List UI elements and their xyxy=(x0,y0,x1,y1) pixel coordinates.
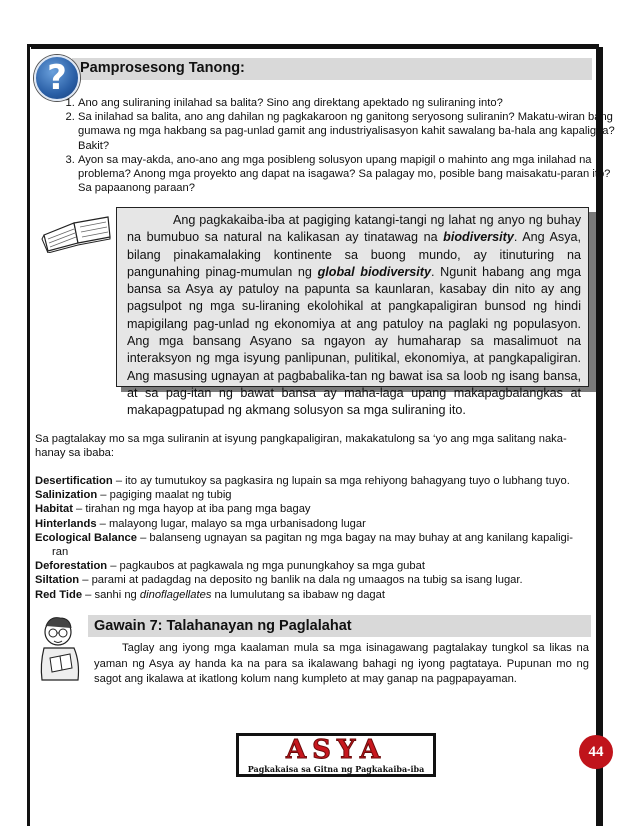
gawain-title: Gawain 7: Talahanayan ng Paglalahat xyxy=(94,618,352,634)
section-title: Pamprosesong Tanong: xyxy=(80,60,245,76)
banner-subtitle: Pagkakaisa sa Gitna ng Pagkakaiba-iba xyxy=(247,764,425,774)
open-book-icon xyxy=(40,213,114,253)
quote-text-3: . Ngunit habang ang mga bansa sa Asya ay patuloy na papunta sa kaunlaran, kasabay din nito ay ang pagsulpot ng mga su-liraning ekolohikal at pangkapaligiran bunsod ng hindi mapigilang pag-unlad ng ekonomiya at ang patuloy na paglaki ng populasyon. Ang mga bansang Asyano sa ngayon ay humaharap sa masalimuot na interaksyon ng mga isyung panlipunan, pulitikal, ekonomiya, at pangkapaligiran. Ang masusing ugnayan at pagbabalika-tan ng bawat isa sa loob ng isang bansa, at sa pag-itan ng bawat bansa ay maha-laga upang makapagbalangkas at makapagpatupad ng akmang solusyon sa mga suliraning ito. xyxy=(127,264,582,418)
quote-text-1: Ang pagkakaiba-iba at pagiging katangi-tangi ng lahat ng anyo ng buhay na bumubuo sa natural na kalikasan ay tinatawag na xyxy=(127,213,581,245)
question-icon: ? xyxy=(34,55,80,101)
vocab-item: Siltation – parami at padagdag na deposito ng banlik na dala ng umaagos na tubig sa isang lugar. xyxy=(35,574,523,587)
gawain-header xyxy=(88,615,591,637)
question-item: 3. Ayon sa may-akda, ano-ano ang mga posibleng solusyon upang mapigil o mahinto ang mga inilahad na problema? Anong mga proyekto ang dapat na isagawa? Sa palagay mo, posible bang maisakatu-paran ito? Sa papaanong paraan? xyxy=(78,153,626,196)
page-number-badge: 44 xyxy=(579,735,613,769)
vocab-item: Ecological Balance – balanseng ugnayan sa pagitan ng mga bagay na may buhay at ang kanilang kapaligi- ran xyxy=(35,531,573,559)
gawain-instructions: Taglay ang iyong mga kaalaman mula sa mga isinagawang pagtalakay tungkol sa likas na yaman ng Asya ay handa ka na para sa ikalawang bahagi ng iyong pagtataya. Pupunan mo ng sagot ang ikalawa at ikatlong kolum nang kumpleto at may ganap na pagpapayaman. xyxy=(94,642,589,686)
section-header xyxy=(72,58,592,80)
student-reading-icon xyxy=(36,614,88,682)
vocabulary-intro: Sa pagtalakay mo sa mga suliranin at isyung pangkapaligiran, makakatulong sa ‘yo ang mga salitang naka-hanay sa ibaba: xyxy=(35,433,567,460)
quote-paragraph xyxy=(127,212,581,420)
global-biodiversity-term: global biodiversity xyxy=(317,264,431,279)
vocab-item: Deforestation – pagkaubos at pagkawala ng mga punungkahoy sa mga gubat xyxy=(35,560,425,573)
vocab-item: Desertification – ito ay tumutukoy sa pagkasira ng lupain sa mga rehiyong bahagyang tuyo o lubhang tuyo. xyxy=(35,475,570,487)
vocab-item-red-tide: Red Tide – sanhi ng dinoflagellates na lumulutang sa ibabaw ng dagat xyxy=(35,588,385,601)
banner-title: ASYA xyxy=(285,735,387,765)
frame-shadow-top xyxy=(31,47,603,49)
question-item: 2. Sa inilahad sa balita, ano ang dahilan ng pagkakaroon ng ganitong seryosong suliranin? Makatu-wiran bang gumawa ng mga hakbang sa pag-unlad gamit ang industriyalisasyon kahit sawalang ba-hala ang kapaligira? Bakit? xyxy=(78,110,626,153)
vocab-item: Habitat – tirahan ng mga hayop at iba pang mga bagay xyxy=(35,503,311,516)
biodiversity-quote-box xyxy=(116,207,589,418)
question-item: 1. Ano ang suliraning inilahad sa balita? Sino ang direktang apektado ng suliraning into? xyxy=(78,96,626,110)
quote-text-2: . Ang Asya, bilang pinakamalaking kontinente sa buong mundo, ay itinuturing na pangunahing pinag-mumulan ng xyxy=(127,230,581,279)
biodiversity-term: biodiversity xyxy=(443,230,514,245)
vocab-item: Salinization – pagiging maalat ng tubig xyxy=(35,489,232,502)
vocab-item: Hinterlands – malayong lugar, malayo sa mga urbanisadong lugar xyxy=(35,517,366,530)
question-list xyxy=(40,96,626,195)
asya-banner xyxy=(236,733,436,777)
vocabulary-list xyxy=(35,474,595,602)
